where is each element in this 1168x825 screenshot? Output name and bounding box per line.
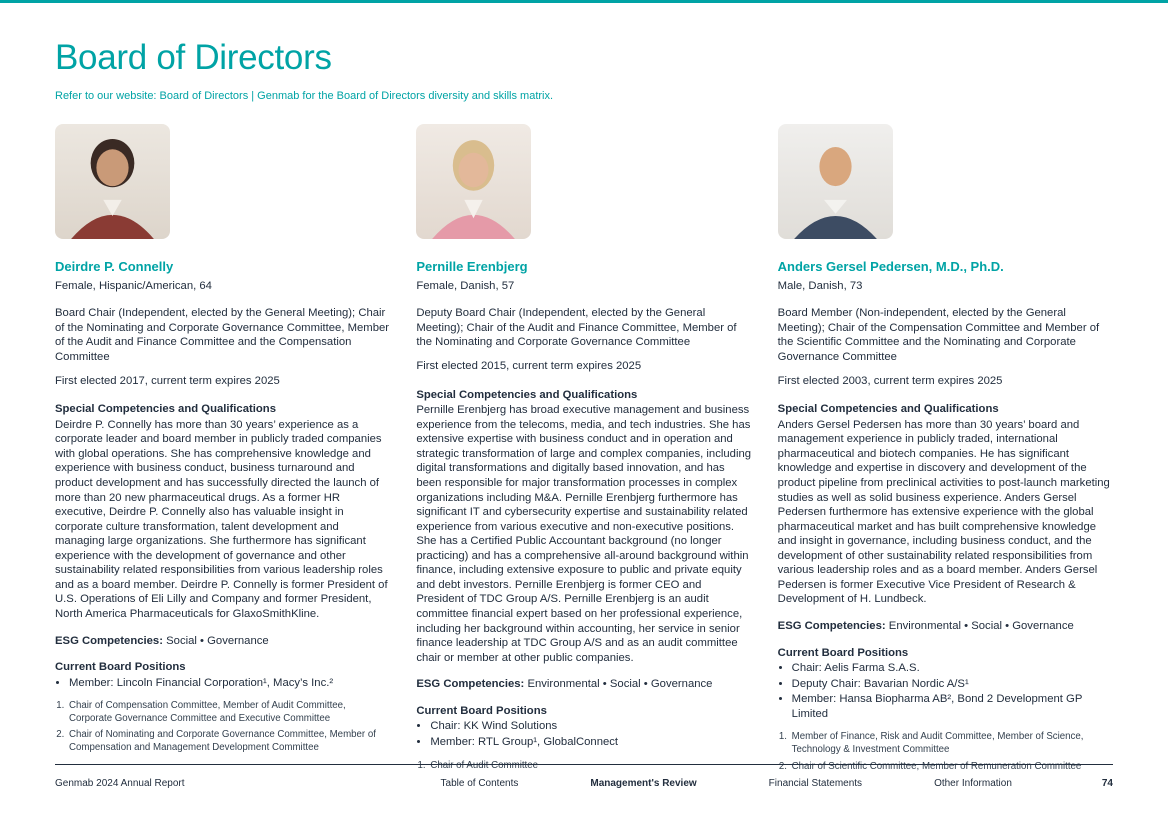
esg-values: Environmental • Social • Governance xyxy=(888,620,1074,633)
board-positions-list xyxy=(778,661,1113,721)
person-portrait-icon xyxy=(778,124,893,239)
director-name: Anders Gersel Pedersen, M.D., Ph.D. xyxy=(777,259,1004,274)
footnote-item: 2. Chair of Scientific Committee, Member of Remuneration Committee xyxy=(790,761,1113,774)
footer-nav-managements-review[interactable]: Management's Review xyxy=(590,778,697,789)
page-title: Board of Directors xyxy=(55,38,332,77)
esg-competencies xyxy=(416,677,751,692)
director-role: Board Chair (Independent, elected by the General Meeting); Chair of the Nominating and Corporate Governance Committee, Member of the Audit and Finance Committee and the Compensation Committee xyxy=(55,307,390,364)
director-demographics: Female, Danish, 57 xyxy=(416,279,515,292)
esg-competencies xyxy=(55,634,390,649)
board-position-item: • Member: RTL Group¹, GlobalConnect xyxy=(430,735,751,750)
director-demographics: Male, Danish, 73 xyxy=(777,279,863,292)
board-position-item: • Deputy Chair: Bavarian Nordic A/S¹ xyxy=(792,677,1113,692)
director-tenure: First elected 2003, current term expires 2025 xyxy=(777,374,1003,387)
director-role: Deputy Board Chair (Independent, elected by the General Meeting); Chair of the Audit and Finance Committee, Member of the Nominating and Corporate Governance Committee xyxy=(416,307,737,349)
person-portrait-icon xyxy=(416,124,531,239)
board-position-item: • Member: Hansa Biopharma AB², Bond 2 Development GP Limited xyxy=(792,692,1113,721)
board-position-item: • Chair: Aelis Farma S.A.S. xyxy=(792,661,1113,676)
positions-heading: Current Board Positions xyxy=(777,646,909,659)
director-demographics: Female, Hispanic/American, 64 xyxy=(55,279,212,292)
competencies-heading: Special Competencies and Qualifications xyxy=(416,388,638,401)
page-footer xyxy=(55,764,1113,789)
esg-label: ESG Competencies: xyxy=(55,634,163,647)
person-portrait-icon xyxy=(55,124,170,239)
footer-nav-other-information[interactable]: Other Information xyxy=(934,778,1012,789)
footnote-item: 1. Member of Finance, Risk and Audit Committee, Member of Science, Technology & Investment Committee xyxy=(790,731,1113,756)
director-photo xyxy=(55,124,170,239)
esg-values: Social • Governance xyxy=(166,634,269,647)
page-number: 74 xyxy=(1101,778,1113,789)
director-name: Deirdre P. Connelly xyxy=(55,259,174,274)
directors-grid xyxy=(55,124,1113,777)
board-position-item: • Member: Lincoln Financial Corporation¹, Macy’s Inc.² xyxy=(69,676,390,691)
director-photo xyxy=(416,124,531,239)
website-reference-link[interactable]: Refer to our website: Board of Directors | Genmab for the Board of Directors diversity and skills matrix. xyxy=(55,90,554,102)
director-role: Board Member (Non-independent, elected by the General Meeting); Chair of the Compensation Committee and Member of the Scientific Committee and the Nominating and Corporate Governance Committee xyxy=(777,307,1100,364)
footer-nav-financial-statements[interactable]: Financial Statements xyxy=(768,778,863,789)
footer-nav-table-of-contents[interactable]: Table of Contents xyxy=(440,778,519,789)
board-positions-list xyxy=(55,676,390,691)
esg-label: ESG Competencies: xyxy=(777,620,886,633)
director-bio: Anders Gersel Pedersen has more than 30 years’ board and management experience in publicly traded, international pharmaceutical and biotech companies. He has significant knowledge and expertise in discovery and development of the product pipeline from preclinical activities to post-launch marketing studies as well as solid business experience. Anders Gersel Pedersen furthermore has extensive experience with the global pharmaceutical market and has built comprehensive knowledge and insight in governance, including business conduct, and the development of other sustainability related responsibilities from various leadership roles and as a board member. Anders Gersel Pedersen is former Executive Vice President of Research & Development of H. Lundbeck. xyxy=(777,418,1110,606)
report-title: Genmab 2024 Annual Report xyxy=(55,778,185,789)
director-name: Pernille Erenbjerg xyxy=(416,259,528,274)
board-position-item: • Chair: KK Wind Solutions xyxy=(430,719,751,734)
top-accent-rule xyxy=(0,0,1168,3)
competencies-heading: Special Competencies and Qualifications xyxy=(777,403,999,416)
director-tenure: First elected 2017, current term expires 2025 xyxy=(55,374,280,387)
competencies-heading: Special Competencies and Qualifications xyxy=(55,403,276,416)
director-tenure: First elected 2015, current term expires 2025 xyxy=(416,360,642,373)
positions-heading: Current Board Positions xyxy=(55,661,186,674)
director-card-deirdre-connelly xyxy=(55,124,390,777)
footnote-item: 1. Chair of Compensation Committee, Member of Audit Committee, Corporate Governance Committee and Executive Committee xyxy=(67,700,390,725)
esg-competencies xyxy=(778,619,1113,634)
footnote-item: 2. Chair of Nominating and Corporate Governance Committee, Member of Compensation and Management Development Committee xyxy=(67,729,390,754)
footnotes-list xyxy=(55,700,390,754)
esg-label: ESG Competencies: xyxy=(416,678,525,691)
esg-values: Environmental • Social • Governance xyxy=(527,678,713,691)
director-card-pernille-erenbjerg xyxy=(416,124,751,777)
footnote-item: 1. Chair of Audit Committee xyxy=(428,760,751,773)
director-bio: Pernille Erenbjerg has broad executive management and business experience from the telecoms, media, and tech industries. She has extensive expertise with business conduct and in operation and strategic transformation of large and complex companies, including digital transformations and digitally based innovation, and has been responsible for major transformation processes in complex organizations including M&A. Pernille Erenbjerg furthermore has significant IT and cybersecurity expertise and sustainability related experience from various executive and non-executive positions. She has a Certified Public Accountant background (no longer practicing) and has a comprehensive all-around background within finance, including extensive exposure to public and private equity and debt investors. Pernille Erenbjerg is former CEO and President of TDC Group A/S. Pernille Erenbjerg is an audit committee financial expert based on her professional experience, including her background within accounting, her service in senior finance leadership at TDC Group A/S and as an audit committee chair or member at other public companies. xyxy=(416,404,752,664)
board-positions-list xyxy=(416,719,751,749)
positions-heading: Current Board Positions xyxy=(416,704,547,717)
footer-nav xyxy=(441,778,1012,789)
director-bio: Deirdre P. Connelly has more than 30 years’ experience as a corporate leader and board member in publicly traded companies with global operations. She has comprehensive knowledge and experience with business conduct, business turnaround and product development and has successfully directed the launch of more than 20 new pharmaceutical drugs. As a former HR executive, Deirdre P. Connelly also has valuable insight in corporate culture transformation, talent development and managing large organizations. She furthermore has significant experience with the development of governance and other sustainability related responsibilities from various leadership roles and as a board member. Deirdre P. Connelly is former President of U.S. Operations of Eli Lilly and Company and former President, North America Pharmaceuticals for GlaxoSmithKline. xyxy=(55,418,388,621)
director-photo xyxy=(778,124,893,239)
director-card-anders-gersel-pedersen xyxy=(778,124,1113,777)
